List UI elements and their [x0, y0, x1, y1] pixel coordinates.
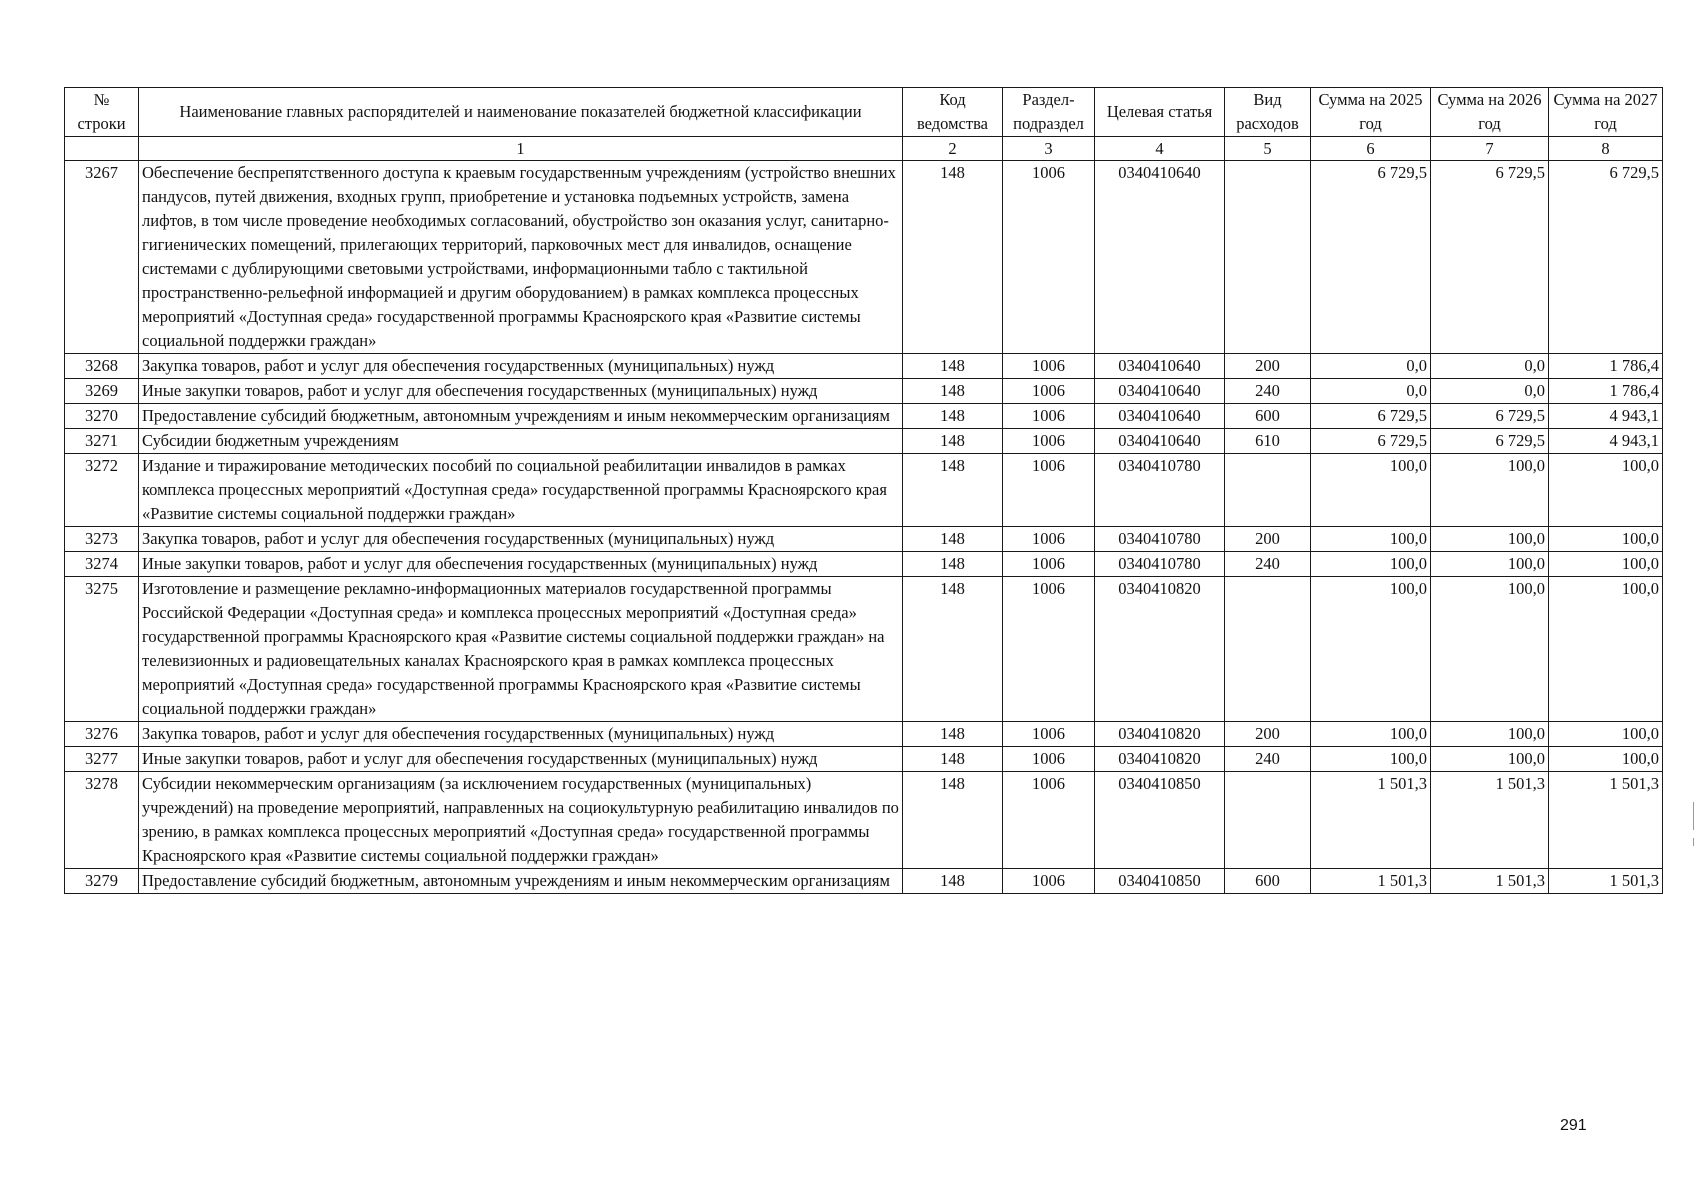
section-cell: 1006 — [1003, 552, 1095, 577]
section-cell: 1006 — [1003, 527, 1095, 552]
target-article-cell: 0340410640 — [1095, 354, 1225, 379]
target-article-cell: 0340410640 — [1095, 429, 1225, 454]
row-number-cell: 3278 — [65, 772, 139, 869]
sum-2025-cell: 100,0 — [1311, 552, 1431, 577]
section-cell: 1006 — [1003, 454, 1095, 527]
sum-2025-cell: 0,0 — [1311, 379, 1431, 404]
department-code-cell: 148 — [903, 379, 1003, 404]
department-code-cell: 148 — [903, 429, 1003, 454]
row-name-cell: Предоставление субсидий бюджетным, автономным учреждениям и иным некоммерческим организациям — [139, 869, 903, 894]
table-row — [65, 577, 1663, 722]
row-name-cell: Изготовление и размещение рекламно-информационных материалов государственной программы Российской Федерации «Доступная среда» и комплекса процессных мероприятий «Доступная среда» государственной программы Красноярского края «Развитие системы социальной поддержки граждан» на телевизионных и радиовещательных каналах Красноярского края в рамках комплекса процессных мероприятий «Доступная среда» государственной программы Красноярского края «Развитие системы социальной поддержки граждан» — [139, 577, 903, 722]
expense-type-cell: 200 — [1225, 527, 1311, 552]
table-row — [65, 379, 1663, 404]
table-row — [65, 869, 1663, 894]
expense-type-cell: 240 — [1225, 747, 1311, 772]
sum-2027-cell: 100,0 — [1549, 577, 1663, 722]
column-number: 8 — [1549, 137, 1663, 161]
row-number-cell: 3274 — [65, 552, 139, 577]
table-row — [65, 354, 1663, 379]
row-name-cell: Субсидии бюджетным учреждениям — [139, 429, 903, 454]
expense-type-cell: 600 — [1225, 404, 1311, 429]
target-article-cell: 0340410640 — [1095, 161, 1225, 354]
sum-2025-cell: 100,0 — [1311, 527, 1431, 552]
column-number: 6 — [1311, 137, 1431, 161]
header-row — [65, 88, 1663, 137]
column-number-row — [65, 137, 1663, 161]
sum-2025-cell: 0,0 — [1311, 354, 1431, 379]
department-code-cell: 148 — [903, 454, 1003, 527]
department-code-cell: 148 — [903, 772, 1003, 869]
department-code-cell: 148 — [903, 747, 1003, 772]
table-row — [65, 552, 1663, 577]
target-article-cell: 0340410780 — [1095, 552, 1225, 577]
sum-2026-cell: 0,0 — [1431, 354, 1549, 379]
expense-type-cell: 610 — [1225, 429, 1311, 454]
target-article-cell: 0340410640 — [1095, 404, 1225, 429]
sum-2025-cell: 1 501,3 — [1311, 869, 1431, 894]
column-number: 4 — [1095, 137, 1225, 161]
sum-2025-cell: 100,0 — [1311, 577, 1431, 722]
sum-2027-cell: 100,0 — [1549, 527, 1663, 552]
row-name-cell: Обеспечение беспрепятственного доступа к краевым государственным учреждениям (устройство внешних пандусов, путей движения, входных групп, приобретение и установка подъемных устройств, замена лифтов, в том числе проведение необходимых согласований, обустройство зон оказания услуг, санитарно-гигиенических помещений, прилегающих территорий, парковочных мест для инвалидов, оснащение системами с дублирующими световыми устройствами, информационными табло с тактильной пространственно-рельефной информацией и другим оборудованием) в рамках комплекса процессных мероприятий «Доступная среда» государственной программы Красноярского края «Развитие системы социальной поддержки граждан» — [139, 161, 903, 354]
sum-2027-cell: 100,0 — [1549, 552, 1663, 577]
scan-artifact-line — [1693, 802, 1694, 830]
header-department-code: Код ведомства — [903, 88, 1003, 137]
sum-2027-cell: 6 729,5 — [1549, 161, 1663, 354]
table-row — [65, 527, 1663, 552]
section-cell: 1006 — [1003, 379, 1095, 404]
row-name-cell: Субсидии некоммерческим организациям (за исключением государственных (муниципальных) учреждений) на проведение мероприятий, направленных на социокультурную реабилитацию инвалидов по зрению, в рамках комплекса процессных мероприятий «Доступная среда» государственной программы Красноярского края «Развитие системы социальной поддержки граждан» — [139, 772, 903, 869]
sum-2027-cell: 1 501,3 — [1549, 772, 1663, 869]
header-sum-2027: Сумма на 2027 год — [1549, 88, 1663, 137]
sum-2025-cell: 6 729,5 — [1311, 429, 1431, 454]
expense-type-cell — [1225, 454, 1311, 527]
department-code-cell: 148 — [903, 869, 1003, 894]
target-article-cell: 0340410640 — [1095, 379, 1225, 404]
row-name-cell: Закупка товаров, работ и услуг для обеспечения государственных (муниципальных) нужд — [139, 722, 903, 747]
column-number: 2 — [903, 137, 1003, 161]
page-number: 291 — [1560, 1117, 1587, 1134]
column-number-blank — [65, 137, 139, 161]
row-name-cell: Иные закупки товаров, работ и услуг для обеспечения государственных (муниципальных) нужд — [139, 552, 903, 577]
sum-2026-cell: 6 729,5 — [1431, 161, 1549, 354]
section-cell: 1006 — [1003, 429, 1095, 454]
table-row — [65, 722, 1663, 747]
table-row — [65, 161, 1663, 354]
row-number-cell: 3270 — [65, 404, 139, 429]
expense-type-cell: 600 — [1225, 869, 1311, 894]
row-number-cell: 3275 — [65, 577, 139, 722]
table-body — [65, 161, 1663, 894]
expense-type-cell: 240 — [1225, 379, 1311, 404]
header-expense-type: Вид расходов — [1225, 88, 1311, 137]
section-cell: 1006 — [1003, 722, 1095, 747]
target-article-cell: 0340410850 — [1095, 869, 1225, 894]
row-name-cell: Иные закупки товаров, работ и услуг для обеспечения государственных (муниципальных) нужд — [139, 379, 903, 404]
row-number-cell: 3276 — [65, 722, 139, 747]
row-name-cell: Издание и тиражирование методических пособий по социальной реабилитации инвалидов в рамках комплекса процессных мероприятий «Доступная среда» государственной программы Красноярского края «Развитие системы социальной поддержки граждан» — [139, 454, 903, 527]
header-row-number: № строки — [65, 88, 139, 137]
target-article-cell: 0340410780 — [1095, 527, 1225, 552]
sum-2027-cell: 4 943,1 — [1549, 404, 1663, 429]
row-number-cell: 3267 — [65, 161, 139, 354]
budget-table — [64, 87, 1663, 894]
sum-2026-cell: 6 729,5 — [1431, 404, 1549, 429]
row-name-cell: Закупка товаров, работ и услуг для обеспечения государственных (муниципальных) нужд — [139, 527, 903, 552]
row-name-cell: Закупка товаров, работ и услуг для обеспечения государственных (муниципальных) нужд — [139, 354, 903, 379]
expense-type-cell: 240 — [1225, 552, 1311, 577]
sum-2025-cell: 100,0 — [1311, 747, 1431, 772]
target-article-cell: 0340410850 — [1095, 772, 1225, 869]
expense-type-cell — [1225, 772, 1311, 869]
sum-2026-cell: 6 729,5 — [1431, 429, 1549, 454]
sum-2025-cell: 6 729,5 — [1311, 161, 1431, 354]
sum-2027-cell: 100,0 — [1549, 454, 1663, 527]
table-row — [65, 454, 1663, 527]
section-cell: 1006 — [1003, 772, 1095, 869]
expense-type-cell — [1225, 161, 1311, 354]
scan-artifact-line — [1693, 838, 1694, 846]
sum-2026-cell: 100,0 — [1431, 552, 1549, 577]
sum-2026-cell: 100,0 — [1431, 454, 1549, 527]
section-cell: 1006 — [1003, 354, 1095, 379]
table-row — [65, 404, 1663, 429]
header-target-article: Целевая статья — [1095, 88, 1225, 137]
section-cell: 1006 — [1003, 869, 1095, 894]
section-cell: 1006 — [1003, 161, 1095, 354]
sum-2026-cell: 0,0 — [1431, 379, 1549, 404]
department-code-cell: 148 — [903, 722, 1003, 747]
table-row — [65, 747, 1663, 772]
row-number-cell: 3279 — [65, 869, 139, 894]
department-code-cell: 148 — [903, 404, 1003, 429]
sum-2025-cell: 6 729,5 — [1311, 404, 1431, 429]
header-section: Раздел-подраздел — [1003, 88, 1095, 137]
sum-2027-cell: 100,0 — [1549, 747, 1663, 772]
sum-2026-cell: 1 501,3 — [1431, 869, 1549, 894]
row-number-cell: 3269 — [65, 379, 139, 404]
section-cell: 1006 — [1003, 577, 1095, 722]
header-sum-2026: Сумма на 2026 год — [1431, 88, 1549, 137]
sum-2027-cell: 100,0 — [1549, 722, 1663, 747]
department-code-cell: 148 — [903, 161, 1003, 354]
sum-2027-cell: 4 943,1 — [1549, 429, 1663, 454]
sum-2025-cell: 100,0 — [1311, 722, 1431, 747]
sum-2027-cell: 1 786,4 — [1549, 379, 1663, 404]
sum-2025-cell: 1 501,3 — [1311, 772, 1431, 869]
sum-2027-cell: 1 786,4 — [1549, 354, 1663, 379]
department-code-cell: 148 — [903, 552, 1003, 577]
target-article-cell: 0340410780 — [1095, 454, 1225, 527]
row-name-cell: Иные закупки товаров, работ и услуг для обеспечения государственных (муниципальных) нужд — [139, 747, 903, 772]
expense-type-cell — [1225, 577, 1311, 722]
header-name: Наименование главных распорядителей и наименование показателей бюджетной классификации — [139, 88, 903, 137]
target-article-cell: 0340410820 — [1095, 747, 1225, 772]
row-name-cell: Предоставление субсидий бюджетным, автономным учреждениям и иным некоммерческим организациям — [139, 404, 903, 429]
sum-2027-cell: 1 501,3 — [1549, 869, 1663, 894]
sum-2026-cell: 100,0 — [1431, 722, 1549, 747]
sum-2026-cell: 100,0 — [1431, 577, 1549, 722]
row-number-cell: 3273 — [65, 527, 139, 552]
target-article-cell: 0340410820 — [1095, 722, 1225, 747]
table-row — [65, 429, 1663, 454]
sum-2026-cell: 1 501,3 — [1431, 772, 1549, 869]
sum-2025-cell: 100,0 — [1311, 454, 1431, 527]
section-cell: 1006 — [1003, 404, 1095, 429]
target-article-cell: 0340410820 — [1095, 577, 1225, 722]
column-number: 1 — [139, 137, 903, 161]
expense-type-cell: 200 — [1225, 722, 1311, 747]
sum-2026-cell: 100,0 — [1431, 527, 1549, 552]
table-header — [65, 88, 1663, 161]
sum-2026-cell: 100,0 — [1431, 747, 1549, 772]
row-number-cell: 3271 — [65, 429, 139, 454]
row-number-cell: 3268 — [65, 354, 139, 379]
row-number-cell: 3272 — [65, 454, 139, 527]
row-number-cell: 3277 — [65, 747, 139, 772]
expense-type-cell: 200 — [1225, 354, 1311, 379]
column-number: 7 — [1431, 137, 1549, 161]
department-code-cell: 148 — [903, 527, 1003, 552]
section-cell: 1006 — [1003, 747, 1095, 772]
table-row — [65, 772, 1663, 869]
column-number: 3 — [1003, 137, 1095, 161]
department-code-cell: 148 — [903, 354, 1003, 379]
column-number: 5 — [1225, 137, 1311, 161]
header-sum-2025: Сумма на 2025 год — [1311, 88, 1431, 137]
department-code-cell: 148 — [903, 577, 1003, 722]
